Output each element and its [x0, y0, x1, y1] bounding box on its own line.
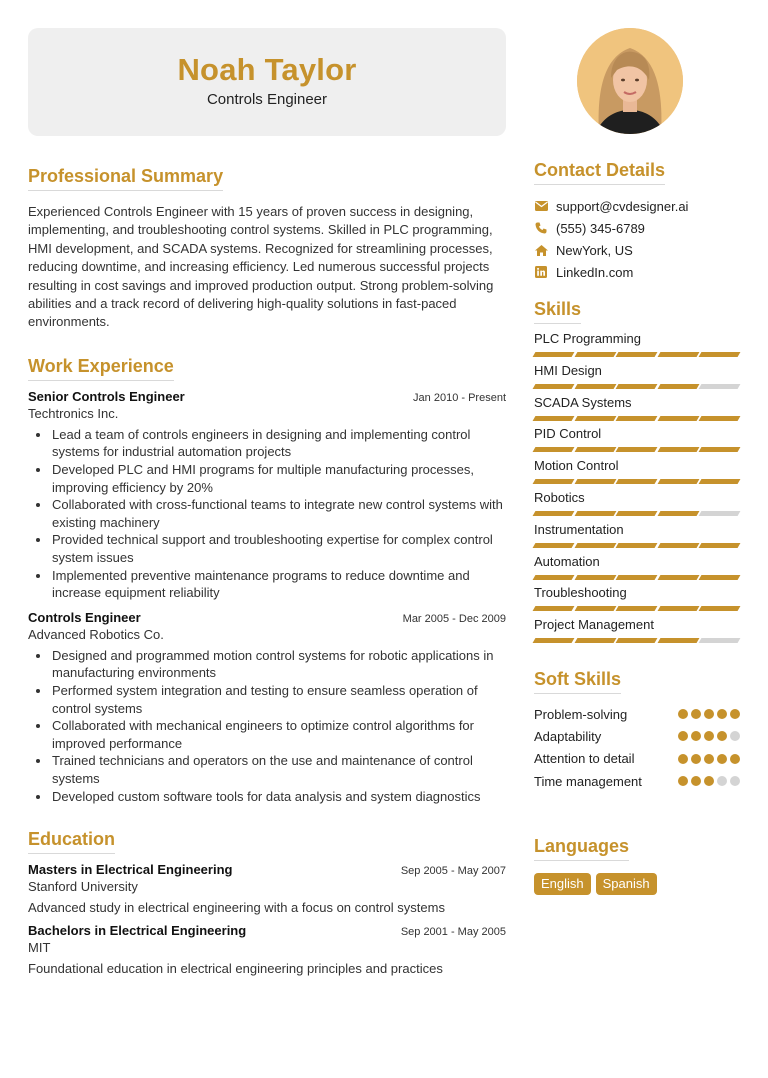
- soft-skill-name: Attention to detail: [534, 751, 635, 767]
- education-school: MIT: [28, 940, 51, 956]
- contact-heading: Contact Details: [534, 160, 665, 185]
- skills-heading: Skills: [534, 299, 581, 324]
- skill-level-segment: [657, 575, 698, 580]
- experience-heading: Work Experience: [28, 356, 174, 381]
- job-bullet: Developed PLC and HMI programs for multiple manufacturing processes, improving efficiency by 20%: [28, 461, 506, 496]
- soft-skill-rating: [678, 731, 740, 741]
- skill-level-segment: [657, 638, 698, 643]
- skill-level-segment: [657, 606, 698, 611]
- rating-dot: [717, 709, 727, 719]
- soft-skill-item: [534, 770, 740, 792]
- skill-level-bar: [534, 575, 740, 580]
- skill-name: Troubleshooting: [534, 585, 627, 601]
- job-bullets: [28, 647, 506, 805]
- job-bullet: Developed custom software tools for data analysis and system diagnostics: [28, 788, 506, 806]
- skill-item: [534, 331, 740, 363]
- skill-name: Motion Control: [534, 458, 619, 474]
- soft-skill-rating: [678, 709, 740, 719]
- education-entry: [28, 862, 506, 915]
- soft-skill-rating: [678, 776, 740, 786]
- education-dates: Sep 2005 - May 2007: [400, 865, 506, 878]
- skill-item: [534, 522, 740, 554]
- skill-name: Project Management: [534, 617, 654, 633]
- skill-level-segment: [574, 575, 615, 580]
- skill-level-segment: [616, 352, 657, 357]
- job-bullets: [28, 426, 506, 602]
- rating-dot: [691, 776, 701, 786]
- skill-level-segment: [616, 606, 657, 611]
- rating-dot: [704, 731, 714, 741]
- envelope-icon: [534, 199, 548, 213]
- rating-dot: [678, 731, 688, 741]
- skill-level-segment: [533, 543, 574, 548]
- contact-text: LinkedIn.com: [556, 264, 634, 280]
- skill-name: PID Control: [534, 426, 602, 442]
- candidate-title: Controls Engineer: [206, 91, 328, 108]
- job-list: [28, 389, 506, 805]
- skill-item: [534, 458, 740, 490]
- skill-item: [534, 617, 740, 649]
- skill-level-segment: [574, 447, 615, 452]
- contact-text: support@cvdesigner.ai: [556, 198, 689, 214]
- skill-level-bar: [534, 416, 740, 421]
- soft-skills-section: [534, 669, 740, 792]
- education-header: [28, 862, 506, 877]
- contact-text: NewYork, US: [556, 242, 633, 258]
- skill-level-segment: [574, 384, 615, 389]
- rating-dot: [704, 709, 714, 719]
- skill-name: Robotics: [534, 489, 585, 505]
- skill-level-segment: [533, 447, 574, 452]
- skill-name: Instrumentation: [534, 521, 624, 537]
- contact-item[interactable]: [534, 217, 740, 239]
- rating-dot: [730, 709, 740, 719]
- job-title: Controls Engineer: [28, 609, 141, 625]
- education-school: Stanford University: [28, 879, 138, 895]
- skill-level-segment: [699, 575, 740, 580]
- job-bullet: Designed and programmed motion control systems for robotic applications in manufacturing environments: [28, 647, 506, 682]
- contact-section: [534, 160, 740, 283]
- soft-skills-list: [534, 703, 740, 792]
- soft-skill-rating: [678, 754, 740, 764]
- job-header: [28, 610, 506, 625]
- job-header: [28, 389, 506, 404]
- rating-dot: [691, 731, 701, 741]
- soft-skill-name: Adaptability: [534, 728, 602, 744]
- skill-level-segment: [616, 575, 657, 580]
- job-bullet: Implemented preventive maintenance programs to reduce downtime and increase equipment reliability: [28, 567, 506, 602]
- job-bullet: Collaborated with mechanical engineers to optimize control algorithms for improved performance: [28, 717, 506, 752]
- rating-dot: [704, 754, 714, 764]
- rating-dot: [678, 709, 688, 719]
- skill-level-bar: [534, 543, 740, 548]
- education-header: [28, 923, 506, 938]
- skill-level-bar: [534, 511, 740, 516]
- job-company: Techtronics Inc.: [28, 405, 119, 421]
- education-list: [28, 862, 506, 976]
- soft-skills-heading: Soft Skills: [534, 669, 621, 694]
- skill-level-bar: [534, 352, 740, 357]
- languages-heading: Languages: [534, 836, 629, 861]
- job-bullet: Provided technical support and troubleshooting expertise for complex control system issues: [28, 531, 506, 566]
- language-badge: Spanish: [596, 873, 657, 895]
- job-bullet: Trained technicians and operators on the use and maintenance of control systems: [28, 752, 506, 787]
- main-column: [28, 28, 506, 976]
- summary-text: Experienced Controls Engineer with 15 years of proven success in designing, implementing, and troubleshooting control systems. Skilled in PLC programming, HMI development, and SCADA systems. Recognized for streamlining processes, reducing downtime, and increasing efficiency. Led numerous successful projects resulting in cost savings and improved production output. Strong problem-solving abilities and a track record of delivering high-quality solutions in fast-paced environments.: [28, 204, 494, 330]
- rating-dot: [730, 776, 740, 786]
- skills-list: [534, 331, 740, 649]
- skill-level-segment: [699, 416, 740, 421]
- rating-dot: [717, 731, 727, 741]
- skill-name: PLC Programming: [534, 331, 641, 346]
- skill-level-segment: [533, 384, 574, 389]
- skill-item: [534, 585, 740, 617]
- skill-level-segment: [657, 416, 698, 421]
- education-degree: Bachelors in Electrical Engineering: [28, 923, 247, 939]
- contact-item[interactable]: [534, 261, 740, 283]
- skill-level-bar: [534, 384, 740, 389]
- education-degree: Masters in Electrical Engineering: [28, 862, 233, 878]
- skill-item: [534, 363, 740, 395]
- job-entry: [28, 389, 506, 602]
- candidate-name: Noah Taylor: [177, 52, 357, 87]
- skill-level-segment: [533, 511, 574, 516]
- experience-section: [28, 356, 506, 805]
- job-bullet: Performed system integration and testing to ensure seamless operation of control systems: [28, 682, 506, 717]
- skill-item: [534, 554, 740, 586]
- skill-item: [534, 490, 740, 522]
- skill-level-segment: [699, 638, 740, 643]
- header: [28, 28, 506, 136]
- rating-dot: [717, 754, 727, 764]
- skill-level-segment: [699, 511, 740, 516]
- skill-level-segment: [574, 416, 615, 421]
- skill-level-segment: [657, 384, 698, 389]
- skill-level-bar: [534, 606, 740, 611]
- skill-level-segment: [616, 384, 657, 389]
- job-bullet: Lead a team of controls engineers in designing and implementing control systems for industrial automation projects: [28, 426, 506, 461]
- skill-level-segment: [574, 638, 615, 643]
- skill-level-bar: [534, 638, 740, 643]
- rating-dot: [678, 776, 688, 786]
- languages-section: [534, 836, 740, 895]
- rating-dot: [691, 754, 701, 764]
- phone-icon: [534, 221, 548, 235]
- skill-level-segment: [699, 384, 740, 389]
- skill-level-bar: [534, 479, 740, 484]
- rating-dot: [730, 731, 740, 741]
- education-heading: Education: [28, 829, 115, 854]
- education-entry: [28, 923, 506, 976]
- summary-section: [28, 166, 506, 332]
- education-description: Foundational education in electrical engineering principles and practices: [28, 961, 443, 977]
- contact-text: (555) 345-6789: [556, 220, 645, 236]
- skill-level-segment: [574, 479, 615, 484]
- education-description: Advanced study in electrical engineering with a focus on control systems: [28, 900, 445, 916]
- skill-level-segment: [574, 352, 615, 357]
- skill-level-segment: [574, 511, 615, 516]
- summary-heading: Professional Summary: [28, 166, 223, 191]
- soft-skill-item: [534, 725, 740, 747]
- home-icon: [534, 243, 548, 257]
- language-list: [534, 873, 740, 895]
- skill-level-segment: [657, 447, 698, 452]
- sidebar-column: [534, 28, 740, 895]
- education-dates: Sep 2001 - May 2005: [400, 926, 506, 939]
- rating-dot: [704, 776, 714, 786]
- skill-level-segment: [533, 606, 574, 611]
- skill-level-segment: [699, 352, 740, 357]
- skill-level-segment: [533, 416, 574, 421]
- skill-level-segment: [533, 352, 574, 357]
- soft-skill-item: [534, 703, 740, 725]
- contact-item[interactable]: [534, 195, 740, 217]
- education-section: [28, 829, 506, 976]
- soft-skill-name: Time management: [534, 773, 642, 789]
- skill-name: SCADA Systems: [534, 394, 632, 410]
- contact-list: [534, 195, 740, 283]
- skill-level-bar: [534, 447, 740, 452]
- skills-section: [534, 299, 740, 649]
- skill-level-segment: [533, 638, 574, 643]
- job-company: Advanced Robotics Co.: [28, 626, 164, 642]
- job-entry: [28, 610, 506, 805]
- rating-dot: [717, 776, 727, 786]
- skill-level-segment: [616, 638, 657, 643]
- rating-dot: [691, 709, 701, 719]
- skill-item: [534, 426, 740, 458]
- soft-skill-name: Problem-solving: [534, 706, 628, 722]
- rating-dot: [678, 754, 688, 764]
- job-title: Senior Controls Engineer: [28, 388, 185, 404]
- rating-dot: [730, 754, 740, 764]
- skill-level-segment: [657, 543, 698, 548]
- skill-level-segment: [657, 479, 698, 484]
- skill-level-segment: [699, 543, 740, 548]
- skill-level-segment: [699, 447, 740, 452]
- skill-name: HMI Design: [534, 362, 602, 378]
- skill-level-segment: [616, 479, 657, 484]
- skill-level-segment: [574, 606, 615, 611]
- soft-skill-item: [534, 748, 740, 770]
- job-dates: Jan 2010 - Present: [413, 391, 506, 404]
- skill-level-segment: [616, 416, 657, 421]
- skill-level-segment: [657, 511, 698, 516]
- skill-level-segment: [616, 511, 657, 516]
- skill-level-segment: [657, 352, 698, 357]
- language-badge: English: [534, 873, 591, 895]
- job-bullet: Collaborated with cross-functional teams to integrate new control systems with existing machinery: [28, 496, 506, 531]
- skill-level-segment: [616, 543, 657, 548]
- skill-name: Automation: [534, 553, 600, 569]
- linkedin-icon: [534, 265, 548, 279]
- skill-level-segment: [533, 575, 574, 580]
- skill-level-segment: [699, 606, 740, 611]
- skill-item: [534, 395, 740, 427]
- skill-level-segment: [533, 479, 574, 484]
- skill-level-segment: [616, 447, 657, 452]
- job-dates: Mar 2005 - Dec 2009: [402, 612, 506, 625]
- skill-level-segment: [699, 479, 740, 484]
- skill-level-segment: [574, 543, 615, 548]
- contact-item[interactable]: [534, 239, 740, 261]
